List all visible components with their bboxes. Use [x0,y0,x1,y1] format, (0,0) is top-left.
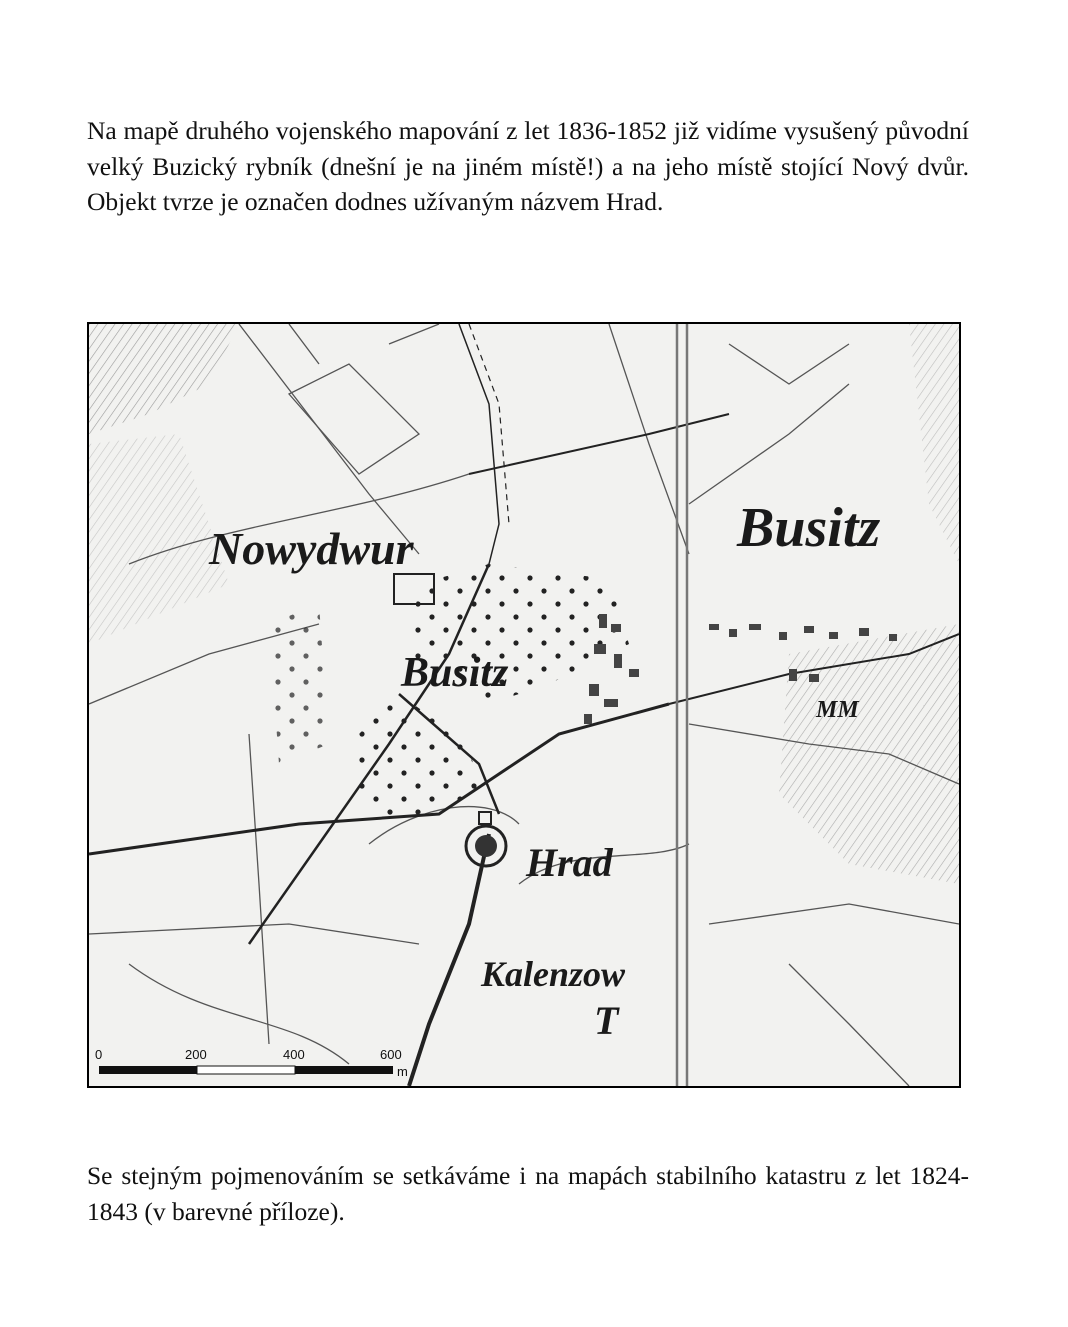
scale-unit: m [397,1064,408,1079]
orchard-south [349,694,479,824]
label-busitz-large: Busitz [737,497,881,559]
historical-map-figure [87,322,961,1088]
hill-hatching-east [779,624,959,884]
map-image [89,324,959,1086]
vertical-road [677,324,687,1086]
label-kalenzow: Kalenzow [481,954,626,994]
castle-hrad-symbol [466,812,506,866]
paragraph-intro: Na mapě druhého vojenského mapování z let 1836-1852 již vidíme vysušený původní velký Buzický rybník (dnešní je na jiném místě!) a na jeho místě stojící Nový dvůr. Objekt tvrze je označen dodnes užívaným názvem Hrad. [87,116,969,216]
scale-tick-200: 200 [185,1047,207,1062]
hill-hatching-nw [89,324,239,434]
label-t: T [594,998,619,1043]
scale-tick-600: 600 [380,1047,402,1062]
scale-tick-400: 400 [283,1047,305,1062]
label-nowydwur: Nowydwur [209,523,414,574]
label-busitz-small: Busitz [401,650,509,696]
scale-bar [95,1047,408,1079]
paragraph-cadastre: Se stejným pojmenováním se setkáváme i na mapách stabilního katastru z let 1824-1843 (v barevné příloze). [87,1161,969,1226]
label-hrad: Hrad [526,840,613,885]
scale-tick-0: 0 [95,1047,103,1062]
label-mm: MM [816,697,859,723]
orchard-west [269,604,329,764]
hill-hatching-ne [909,324,959,564]
